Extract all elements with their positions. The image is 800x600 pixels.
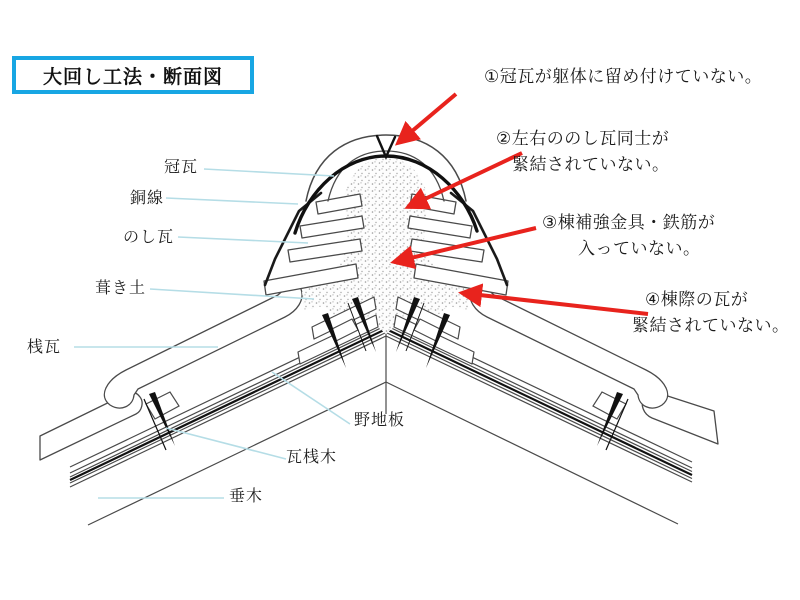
label-tile-batten: 瓦桟木	[286, 449, 338, 466]
annotation-1-line-1: ①冠瓦が躯体に留め付けていない。	[484, 67, 763, 86]
annotation-3	[542, 210, 715, 262]
annotation-4	[632, 287, 790, 339]
label-crown-tile: 冠瓦	[163, 159, 198, 176]
annotation-1	[484, 64, 762, 90]
label-noshi-tile: のし瓦	[122, 229, 174, 246]
annotation-3-line-2: 入っていない。	[578, 239, 701, 258]
title-text: 大回し工法・断面図	[42, 66, 223, 88]
title-box	[12, 56, 254, 94]
annotation-2-line-1: ②左右ののし瓦同士が	[496, 129, 670, 148]
annotation-3-line-1: ③棟補強金具・鉄筋が	[542, 213, 716, 232]
arrow-1	[398, 94, 456, 143]
annotation-4-line-1: ④棟際の瓦が	[645, 290, 749, 309]
label-rafter: 垂木	[229, 488, 264, 505]
label-roofing-soil: 葺き土	[94, 280, 146, 297]
label-roof-board: 野地板	[354, 412, 406, 429]
wire-tie-notch	[377, 136, 395, 157]
annotation-2	[496, 126, 670, 178]
annotation-4-line-2: 緊結されていない。	[632, 316, 790, 335]
label-pan-tile: 桟瓦	[27, 339, 62, 356]
annotation-2-line-2: 緊結されていない。	[512, 155, 670, 174]
label-copper-wire: 銅線	[129, 190, 164, 207]
